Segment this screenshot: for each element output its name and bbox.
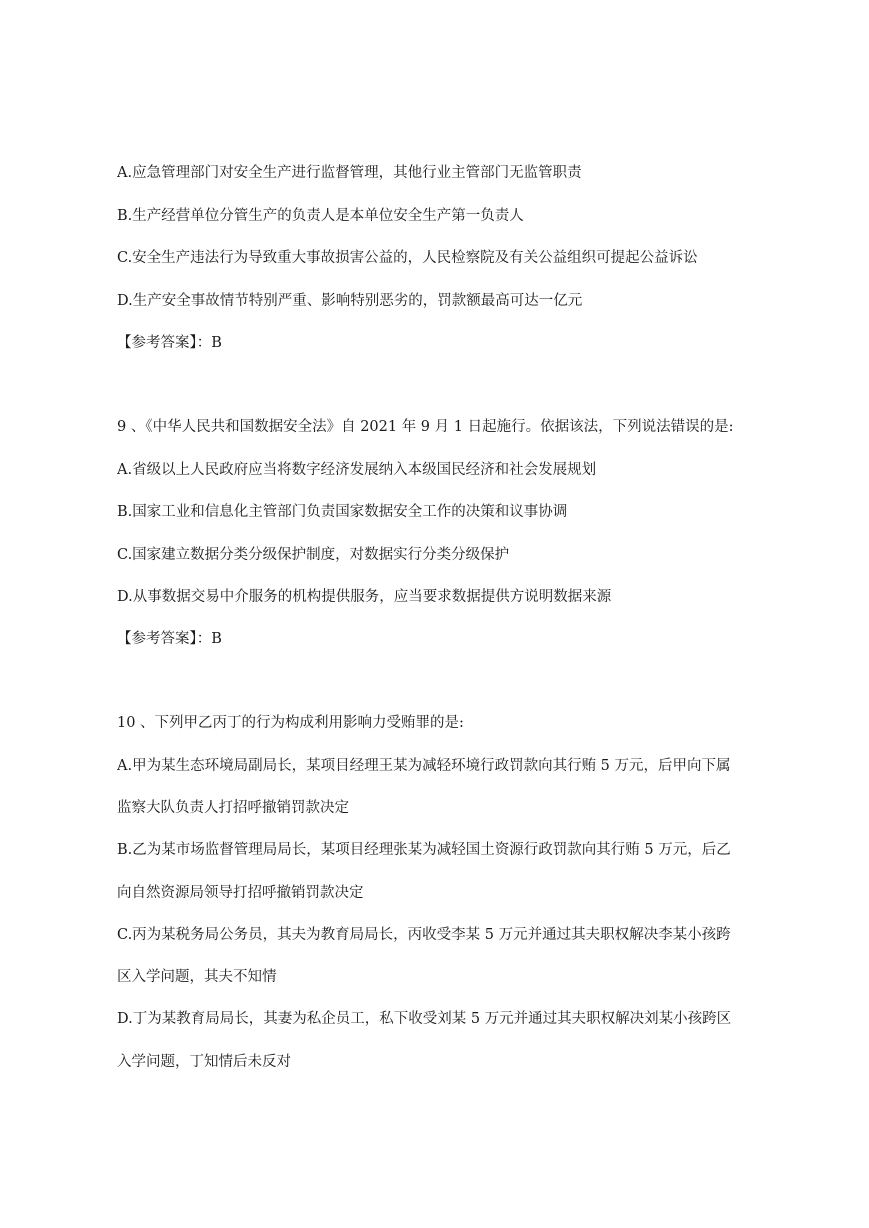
- q8-option-a: A.应急管理部门对安全生产进行监督管理，其他行业主管部门无监管职责: [117, 165, 582, 181]
- q8-option-c: C.安全生产违法行为导致重大事故损害公益的，人民检察院及有关公益组织可提起公益诉讼: [117, 250, 698, 266]
- q9-option-c: C.国家建立数据分类分级保护制度，对数据实行分类分级保护: [117, 547, 510, 563]
- q8-option-b: B.生产经营单位分管生产的负责人是本单位安全生产第一负责人: [117, 208, 524, 224]
- q9-answer: 【参考答案】：B: [117, 631, 222, 647]
- q10-option-c-line2: 区入学问题，其夫不知情: [117, 969, 277, 985]
- q10-option-d-line1: D.丁为某教育局局长，其妻为私企员工，私下收受刘某 5 万元并通过其夫职权解决刘某小孩跨区: [117, 1011, 732, 1027]
- q10-option-b-line1: B.乙为某市场监督管理局局长，某项目经理张某为减轻国土资源行政罚款向其行贿 5 万元，后乙: [117, 842, 731, 858]
- q9-option-b: B.国家工业和信息化主管部门负责国家数据安全工作的决策和议事协调: [117, 504, 568, 520]
- q8-option-d: D.生产安全事故情节特别严重、影响特别恶劣的，罚款额最高可达一亿元: [117, 293, 583, 309]
- q10-option-c-line1: C.丙为某税务局公务员，其夫为教育局局长，丙收受李某 5 万元并通过其夫职权解决李某小孩跨: [117, 927, 731, 943]
- q8-answer: 【参考答案】：B: [117, 335, 222, 351]
- q10-option-a-line1: A.甲为某生态环境局副局长，某项目经理王某为减轻环境行政罚款向其行贿 5 万元，后甲向下属: [117, 758, 731, 774]
- q10-option-a-line2: 监察大队负责人打招呼撤销罚款决定: [117, 800, 349, 816]
- q9-option-d: D.从事数据交易中介服务的机构提供服务，应当要求数据提供方说明数据来源: [117, 589, 612, 605]
- q10-option-d-line2: 入学问题，丁知情后未反对: [117, 1054, 291, 1070]
- q10-option-b-line2: 向自然资源局领导打招呼撤销罚款决定: [117, 885, 364, 901]
- q10-question: 10 、下列甲乙丙丁的行为构成利用影响力受贿罪的是:: [117, 715, 464, 731]
- q9-option-a: A.省级以上人民政府应当将数字经济发展纳入本级国民经济和社会发展规划: [117, 462, 597, 478]
- q9-question: 9 、《中华人民共和国数据安全法》自 2021 年 9 月 1 日起施行。依据该法，下列说法错误的是:: [117, 419, 734, 435]
